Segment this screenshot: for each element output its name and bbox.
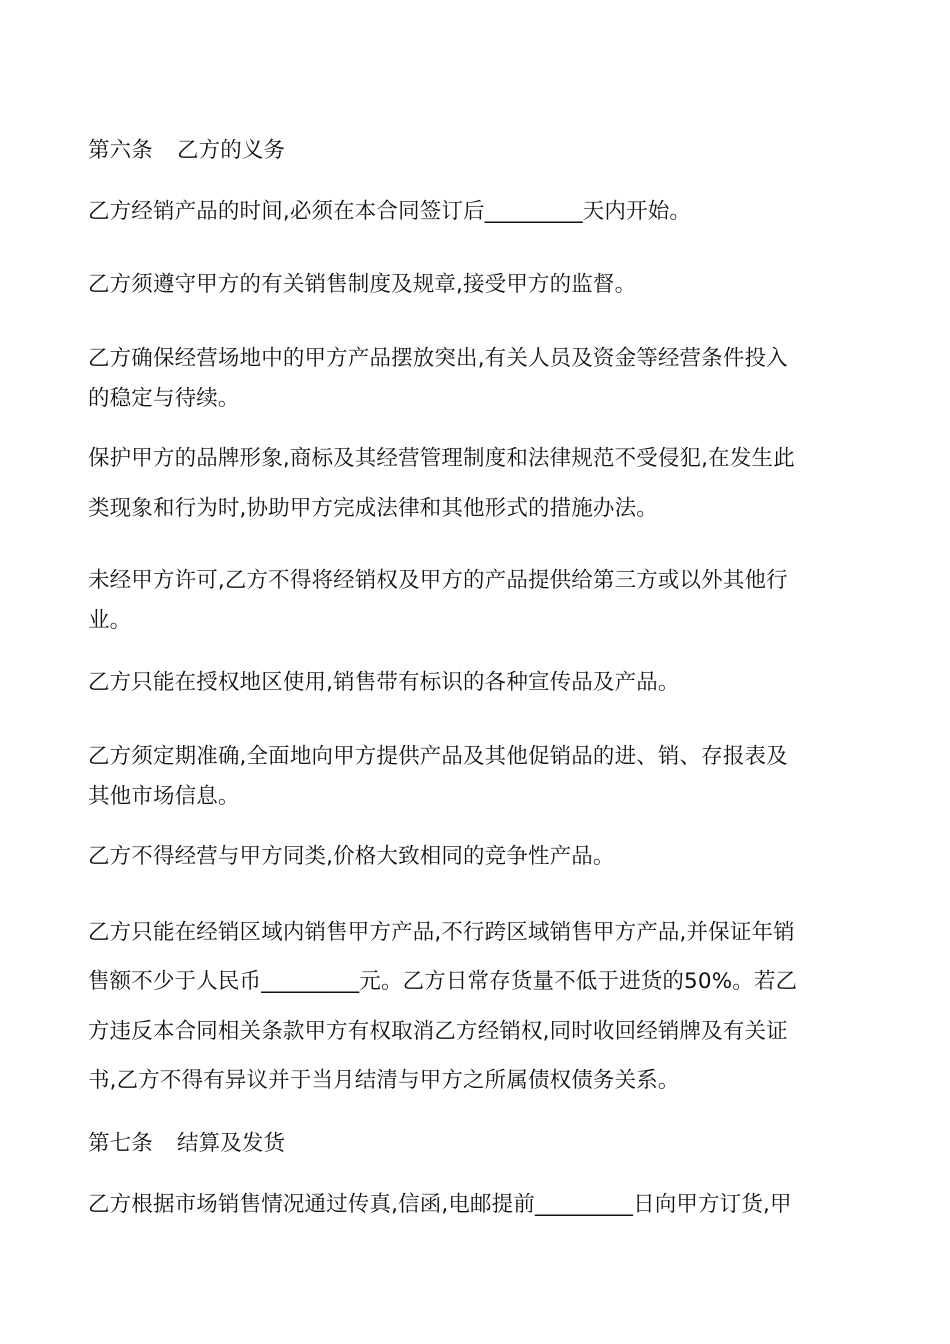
paragraph-line: 保护甲方的品牌形象,商标及其经营管理制度和法律规范不受侵犯,在发生此 (88, 446, 795, 471)
paragraph-line: 方违反本合同相关条款甲方有权取消乙方经销权,同时收回经销牌及有关证 (88, 1019, 788, 1044)
paragraph-line: 乙方只能在授权地区使用,销售带有标识的各种宣传品及产品。 (88, 670, 680, 695)
article-7-heading (88, 1129, 285, 1159)
article-6-number: 第六条 (88, 138, 153, 163)
paragraph-line: 售额不少于人民币_________元。乙方日常存货量不低于进货的50%。若乙 (88, 969, 798, 994)
paragraph-line: 乙方根据市场销售情况通过传真,信函,电邮提前_________日向甲方订货,甲 (88, 1192, 792, 1217)
article-6-heading (88, 136, 285, 166)
article-6-title: 乙方的义务 (176, 138, 286, 163)
paragraph-line: 乙方须遵守甲方的有关销售制度及规章,接受甲方的监督。 (88, 272, 637, 297)
paragraph-line: 书,乙方不得有异议并于当月结清与甲方之所属债权债务关系。 (88, 1068, 680, 1093)
paragraph-line: 乙方须定期准确,全面地向甲方提供产品及其他促销品的进、销、存报表及 (88, 744, 788, 769)
article-7-title: 结算及发货 (176, 1131, 286, 1156)
paragraph-line: 的稳定与待续。 (88, 386, 240, 411)
article-7-number: 第七条 (88, 1131, 153, 1156)
paragraph-line: 未经甲方许可,乙方不得将经销权及甲方的产品提供给第三方或以外其他行 (88, 568, 788, 593)
paragraph-line: 乙方只能在经销区域内销售甲方产品,不行跨区域销售甲方产品,并保证年销 (88, 920, 795, 945)
document-page (88, 0, 868, 1344)
paragraph-line: 乙方经销产品的时间,必须在本合同签订后_________天内开始。 (88, 199, 692, 224)
paragraph-line: 类现象和行为时,协助甲方完成法律和其他形式的措施办法。 (88, 496, 658, 521)
paragraph-line: 乙方确保经营场地中的甲方产品摆放突出,有关人员及资金等经营条件投入 (88, 346, 788, 371)
paragraph-line: 乙方不得经营与甲方同类,价格大致相同的竞争性产品。 (88, 844, 615, 869)
paragraph-line: 业。 (88, 608, 132, 633)
paragraph-line: 其他市场信息。 (88, 784, 240, 809)
